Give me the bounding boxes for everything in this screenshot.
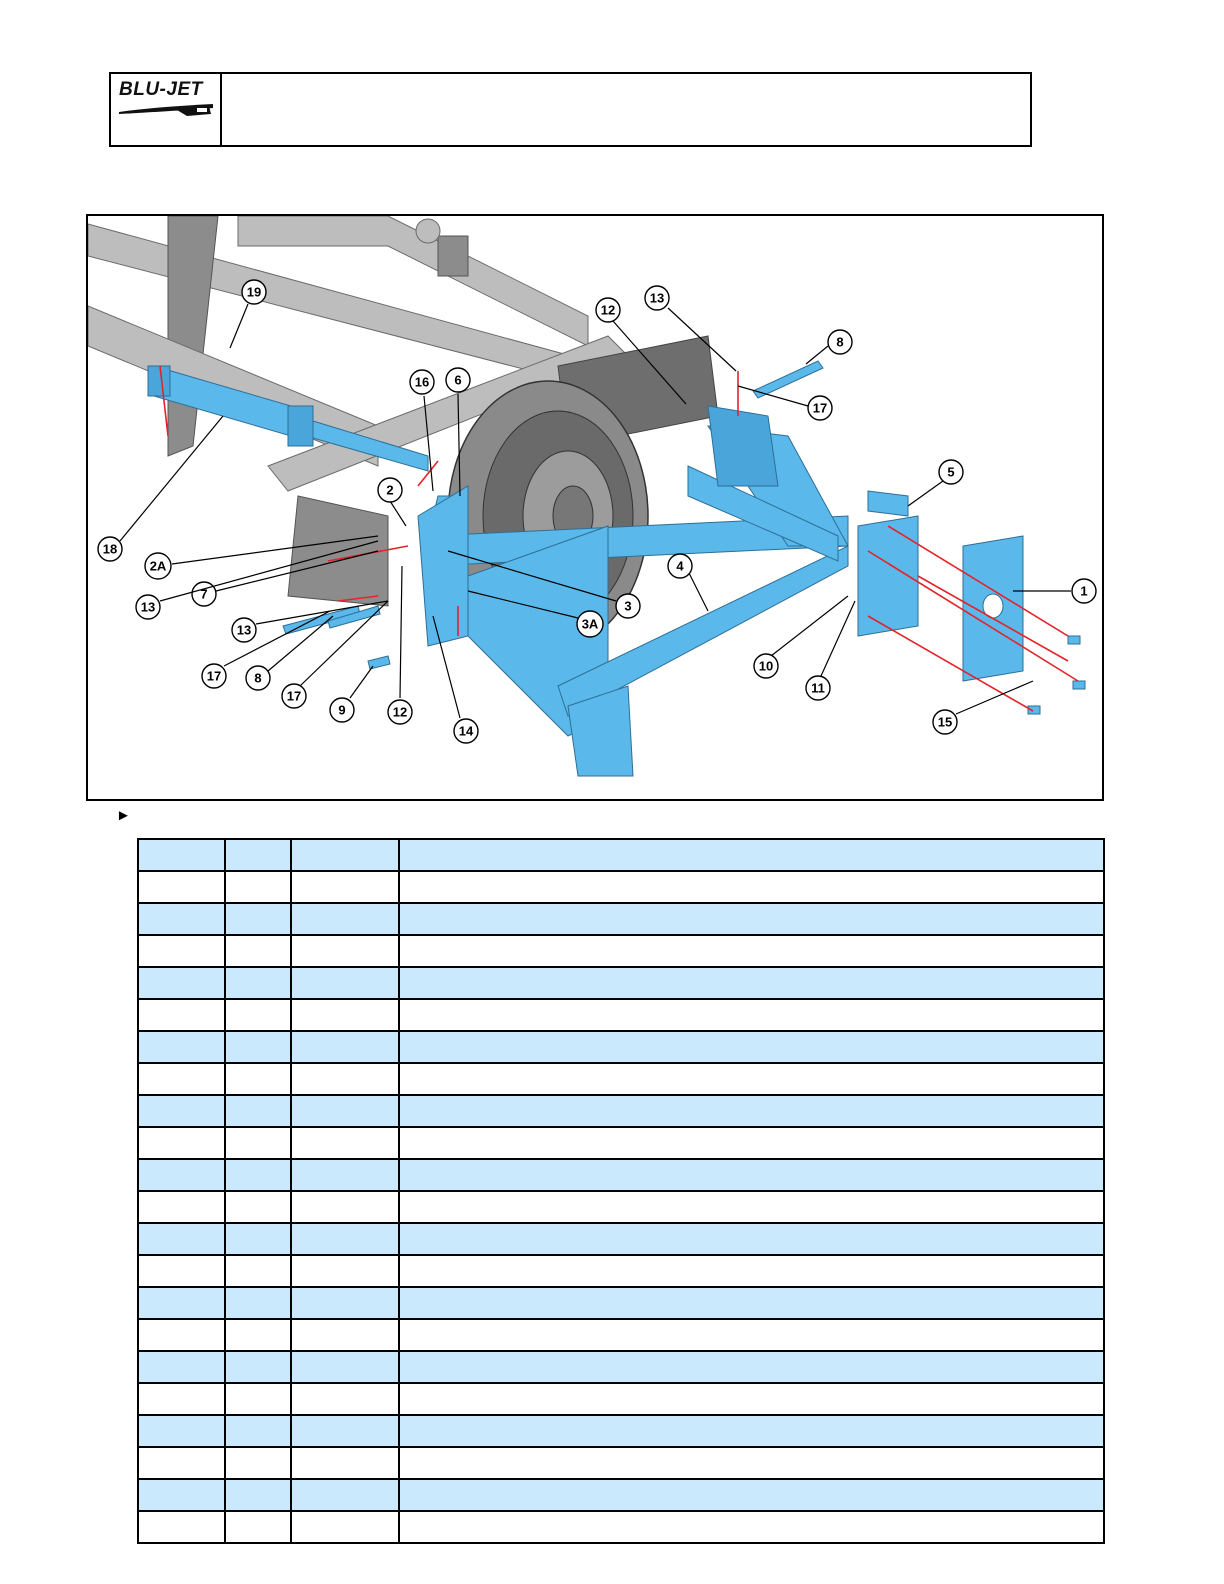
table-row [138,903,1104,935]
table-row [138,871,1104,903]
table-row [138,1415,1104,1447]
bolt-set-drawing [1028,636,1085,714]
svg-text:13: 13 [649,290,665,306]
svg-text:19: 19 [246,284,262,300]
callout-9 [330,666,373,722]
table-row [138,839,1104,871]
svg-text:9: 9 [338,702,346,718]
svg-text:14: 14 [458,723,474,739]
svg-text:16: 16 [414,374,430,390]
callout-1 [1013,579,1096,603]
assembly-illustration [88,216,1102,799]
svg-text:3: 3 [624,598,632,614]
svg-text:15: 15 [937,714,953,730]
svg-text:18: 18 [102,541,118,557]
svg-text:3A: 3A [581,616,599,632]
table-row [138,1031,1104,1063]
table-row [138,1319,1104,1351]
parts-table [137,838,1105,1544]
brand-logo [111,74,222,145]
table-row [138,1255,1104,1287]
logo-wordmark: BLU-JET [119,79,203,100]
svg-text:6: 6 [454,372,462,388]
table-row [138,1479,1104,1511]
svg-text:1: 1 [1080,583,1088,599]
svg-text:2: 2 [386,482,394,498]
pin-drawing [753,361,823,398]
table-row [138,999,1104,1031]
bolt-9-drawing [368,656,390,669]
svg-text:17: 17 [286,688,302,704]
table-row [138,1127,1104,1159]
table-row [138,1191,1104,1223]
svg-text:11: 11 [811,680,825,696]
svg-text:17: 17 [812,400,828,416]
table-row [138,1095,1104,1127]
svg-text:12: 12 [600,302,616,318]
callout-8-top [806,330,852,364]
exploded-assembly-figure [86,214,1104,801]
svg-text:10: 10 [758,658,774,674]
callout-4 [668,554,708,611]
callout-18 [98,416,223,561]
svg-text:12: 12 [392,704,408,720]
parts-table-body [138,839,1104,1543]
callout-12-bottom [388,566,412,724]
svg-text:8: 8 [836,334,844,350]
caption-arrow-icon: ► [116,807,131,824]
svg-text:13: 13 [140,599,156,615]
decal-drawing [868,491,908,516]
table-row [138,935,1104,967]
table-row [138,1287,1104,1319]
table-row [138,1511,1104,1543]
callout-11 [806,601,855,700]
svg-text:13: 13 [236,622,252,638]
svg-text:8: 8 [254,670,262,686]
callout-5 [908,460,963,506]
table-row [138,1063,1104,1095]
table-row [138,1223,1104,1255]
svg-text:17: 17 [206,668,222,684]
table-row [138,1351,1104,1383]
callout-15 [933,681,1033,734]
svg-text:2A: 2A [149,558,167,574]
svg-text:4: 4 [676,558,684,574]
table-row [138,1447,1104,1479]
mounting-plate-drawing [963,536,1023,681]
svg-text:5: 5 [947,464,955,480]
logo-swoosh-icon [117,98,217,120]
header-box [109,72,1032,147]
table-row [138,967,1104,999]
svg-text:7: 7 [200,586,208,602]
table-row [138,1159,1104,1191]
table-row [138,1383,1104,1415]
